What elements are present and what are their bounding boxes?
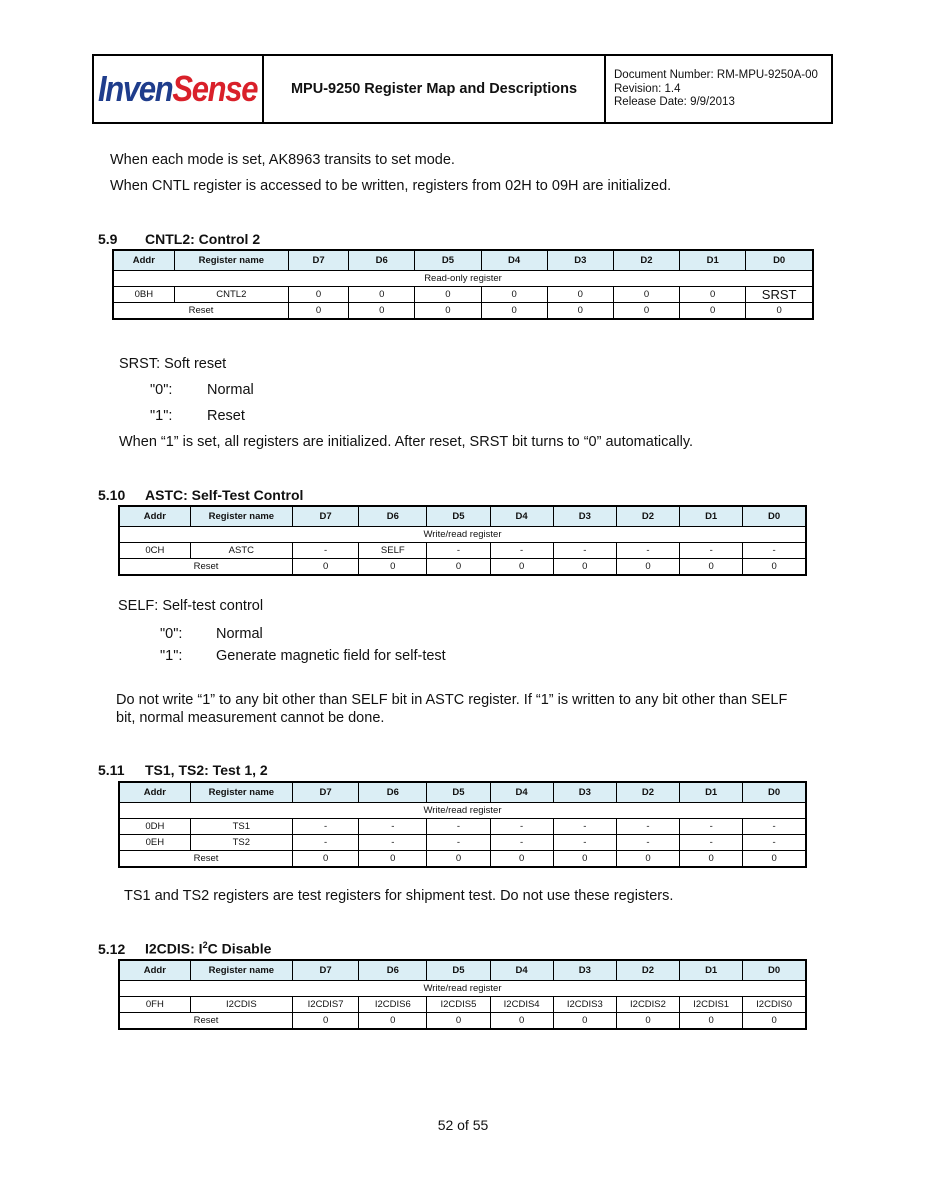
table-header-row <box>119 960 806 981</box>
reset-value-cell: 0 <box>680 559 743 576</box>
document-title: MPU-9250 Register Map and Descriptions <box>264 56 606 122</box>
revision: Revision: 1.4 <box>614 82 681 95</box>
reset-value-cell: 0 <box>490 559 553 576</box>
column-header: D2 <box>616 782 679 803</box>
logo-text-sense: Sense <box>172 68 258 109</box>
self-option-1-key: "1": <box>160 648 183 664</box>
section-title: TS1, TS2: Test 1, 2 <box>145 762 268 778</box>
section-title: ASTC: Self-Test Control <box>145 487 304 503</box>
invensense-logo <box>94 56 264 122</box>
bit-cell: - <box>359 835 427 851</box>
column-header: Register name <box>190 960 292 981</box>
reset-value-cell: 0 <box>553 1013 616 1030</box>
bit-cell: - <box>490 819 553 835</box>
column-header: D0 <box>746 250 813 271</box>
bit-cell: - <box>553 543 616 559</box>
address-cell: 0DH <box>119 819 190 835</box>
access-type-cell: Write/read register <box>119 527 806 543</box>
page-number: 52 of 55 <box>437 1117 489 1133</box>
register-name-cell: CNTL2 <box>174 287 288 303</box>
bit-cell: - <box>293 543 359 559</box>
access-type-cell: Write/read register <box>119 803 806 819</box>
reset-value-cell: 0 <box>481 303 547 320</box>
column-header: D6 <box>359 960 427 981</box>
srst-option-0-key: "0": <box>150 382 173 398</box>
bit-cell: 0 <box>547 287 613 303</box>
column-header: Register name <box>190 506 292 527</box>
column-header: D6 <box>359 782 427 803</box>
reset-value-cell: 0 <box>427 851 490 868</box>
self-option-0-value: Normal <box>216 626 263 642</box>
astc-note-line-2: bit, normal measurement cannot be done. <box>116 710 385 726</box>
bit-cell: 0 <box>349 287 415 303</box>
column-header: D3 <box>553 782 616 803</box>
register-table-cntl2 <box>112 249 814 320</box>
address-cell: 0BH <box>113 287 174 303</box>
reset-value-cell: 0 <box>359 1013 427 1030</box>
section-title-part-b: C Disable <box>207 940 272 957</box>
register-name-cell: TS1 <box>190 819 292 835</box>
column-header: D1 <box>680 782 743 803</box>
bit-cell: - <box>616 543 679 559</box>
reset-label-cell: Reset <box>119 851 293 868</box>
column-header: Register name <box>174 250 288 271</box>
bit-cell: I2CDIS4 <box>490 997 553 1013</box>
column-header: D7 <box>293 506 359 527</box>
section-heading-5-11 <box>98 762 268 778</box>
srst-option-1-key: "1": <box>150 408 173 424</box>
bit-cell: SELF <box>359 543 427 559</box>
column-header: D0 <box>743 782 806 803</box>
bit-cell: - <box>553 819 616 835</box>
reset-value-cell: 0 <box>427 1013 490 1030</box>
bit-cell: - <box>743 543 806 559</box>
column-header: D5 <box>427 506 490 527</box>
reset-value-cell: 0 <box>743 851 806 868</box>
register-row <box>113 287 813 303</box>
access-type-row <box>113 271 813 287</box>
reset-value-cell: 0 <box>288 303 348 320</box>
column-header: D2 <box>613 250 679 271</box>
register-table-i2cdis <box>118 959 807 1030</box>
section-number: 5.12 <box>98 940 126 957</box>
section-number: 5.11 <box>98 762 125 778</box>
section-heading-5-12 <box>98 940 271 957</box>
self-option-1-value: Generate magnetic field for self-test <box>216 648 446 664</box>
register-name-cell: ASTC <box>190 543 292 559</box>
bit-cell: 0 <box>415 287 481 303</box>
column-header: D1 <box>680 506 743 527</box>
reset-value-cell: 0 <box>553 851 616 868</box>
section-title-superscript: 2 <box>202 940 208 950</box>
section-title-part-a: I2CDIS: I <box>145 940 203 957</box>
srst-description: SRST: Soft reset <box>119 356 227 372</box>
bit-cell: I2CDIS1 <box>680 997 743 1013</box>
reset-value-cell: 0 <box>490 851 553 868</box>
column-header: D0 <box>743 506 806 527</box>
bit-cell: - <box>743 819 806 835</box>
bit-cell: - <box>293 835 359 851</box>
column-header: D4 <box>490 782 553 803</box>
bit-cell: I2CDIS2 <box>616 997 679 1013</box>
column-header: Addr <box>119 960 190 981</box>
register-row <box>119 819 806 835</box>
reset-value-cell: 0 <box>427 559 490 576</box>
column-header: D6 <box>359 506 427 527</box>
reset-value-cell: 0 <box>680 851 743 868</box>
column-header: D3 <box>547 250 613 271</box>
reset-row <box>119 1013 806 1030</box>
register-row <box>119 835 806 851</box>
bit-cell: - <box>553 835 616 851</box>
register-row <box>119 997 806 1013</box>
reset-value-cell: 0 <box>293 1013 359 1030</box>
reset-value-cell: 0 <box>359 851 427 868</box>
column-header: Addr <box>119 782 190 803</box>
column-header: Addr <box>119 506 190 527</box>
column-header: D7 <box>293 782 359 803</box>
bit-cell: I2CDIS0 <box>743 997 806 1013</box>
document-info <box>606 56 831 122</box>
column-header: D5 <box>415 250 481 271</box>
reset-value-cell: 0 <box>293 559 359 576</box>
bit-cell: 0 <box>481 287 547 303</box>
intro-line-2: When CNTL register is accessed to be written, registers from 02H to 09H are initialized. <box>110 178 672 194</box>
bit-cell: I2CDIS5 <box>427 997 490 1013</box>
column-header: D7 <box>293 960 359 981</box>
section-number: 5.10 <box>98 487 126 503</box>
self-option-0-key: "0": <box>160 626 183 642</box>
column-header: D5 <box>427 960 490 981</box>
bit-cell: I2CDIS6 <box>359 997 427 1013</box>
reset-value-cell: 0 <box>616 851 679 868</box>
section-heading-5-9 <box>98 231 260 247</box>
reset-value-cell: 0 <box>547 303 613 320</box>
ts-note: TS1 and TS2 registers are test registers for shipment test. Do not use these registers. <box>124 888 674 904</box>
access-type-row <box>119 527 806 543</box>
column-header: Addr <box>113 250 174 271</box>
reset-value-cell: 0 <box>680 303 746 320</box>
bit-cell: 0 <box>680 287 746 303</box>
reset-row <box>119 851 806 868</box>
column-header: D1 <box>680 250 746 271</box>
srst-option-0-value: Normal <box>207 382 254 398</box>
address-cell: 0FH <box>119 997 190 1013</box>
bit-cell: - <box>616 819 679 835</box>
bit-cell: I2CDIS3 <box>553 997 616 1013</box>
table-header-row <box>119 782 806 803</box>
column-header: D1 <box>680 960 743 981</box>
column-header: D2 <box>616 506 679 527</box>
column-header: D6 <box>349 250 415 271</box>
register-name-cell: I2CDIS <box>190 997 292 1013</box>
bit-cell: - <box>680 835 743 851</box>
bit-cell: - <box>359 819 427 835</box>
intro-line-1: When each mode is set, AK8963 transits to set mode. <box>110 152 455 168</box>
reset-value-cell: 0 <box>743 559 806 576</box>
access-type-row <box>119 981 806 997</box>
column-header: D5 <box>427 782 490 803</box>
reset-value-cell: 0 <box>680 1013 743 1030</box>
section-title: CNTL2: Control 2 <box>145 231 261 247</box>
access-type-cell: Write/read register <box>119 981 806 997</box>
reset-value-cell: 0 <box>349 303 415 320</box>
reset-row <box>113 303 813 320</box>
access-type-cell: Read-only register <box>113 271 813 287</box>
access-type-row <box>119 803 806 819</box>
bit-cell: SRST <box>746 287 813 303</box>
srst-option-1-value: Reset <box>207 408 245 424</box>
reset-label-cell: Reset <box>119 559 293 576</box>
register-table-astc <box>118 505 807 576</box>
table-header-row <box>113 250 813 271</box>
logo-text-inven: Inven <box>98 68 173 109</box>
bit-cell: - <box>490 835 553 851</box>
bit-cell: - <box>680 819 743 835</box>
column-header: D4 <box>490 506 553 527</box>
bit-cell: - <box>427 543 490 559</box>
column-header: D0 <box>743 960 806 981</box>
column-header: D7 <box>288 250 348 271</box>
column-header: Register name <box>190 782 292 803</box>
column-header: D3 <box>553 960 616 981</box>
column-header: D4 <box>481 250 547 271</box>
reset-label-cell: Reset <box>113 303 288 320</box>
bit-cell: 0 <box>288 287 348 303</box>
reset-value-cell: 0 <box>616 1013 679 1030</box>
bit-cell: - <box>427 819 490 835</box>
section-number: 5.9 <box>98 231 118 247</box>
bit-cell: - <box>743 835 806 851</box>
bit-cell: - <box>427 835 490 851</box>
self-description: SELF: Self-test control <box>118 598 264 614</box>
column-header: D3 <box>553 506 616 527</box>
reset-value-cell: 0 <box>359 559 427 576</box>
srst-note: When “1” is set, all registers are initialized. After reset, SRST bit turns to “0” automatically. <box>119 434 694 450</box>
column-header: D4 <box>490 960 553 981</box>
bit-cell: I2CDIS7 <box>293 997 359 1013</box>
bit-cell: - <box>293 819 359 835</box>
section-heading-5-10 <box>98 487 303 503</box>
reset-label-cell: Reset <box>119 1013 293 1030</box>
document-header <box>92 54 833 124</box>
column-header: D2 <box>616 960 679 981</box>
reset-value-cell: 0 <box>293 851 359 868</box>
bit-cell: - <box>490 543 553 559</box>
bit-cell: - <box>680 543 743 559</box>
reset-value-cell: 0 <box>415 303 481 320</box>
bit-cell: - <box>616 835 679 851</box>
reset-value-cell: 0 <box>746 303 813 320</box>
doc-number: Document Number: RM-MPU-9250A-00 <box>614 69 818 81</box>
reset-value-cell: 0 <box>616 559 679 576</box>
address-cell: 0EH <box>119 835 190 851</box>
reset-value-cell: 0 <box>490 1013 553 1030</box>
astc-note-line-1: Do not write “1” to any bit other than SELF bit in ASTC register. If “1” is written to any bit other than SELF <box>116 692 788 708</box>
register-name-cell: TS2 <box>190 835 292 851</box>
reset-value-cell: 0 <box>743 1013 806 1030</box>
bit-cell: 0 <box>613 287 679 303</box>
table-header-row <box>119 506 806 527</box>
reset-row <box>119 559 806 576</box>
reset-value-cell: 0 <box>553 559 616 576</box>
release-date: Release Date: 9/9/2013 <box>614 96 735 108</box>
register-row <box>119 543 806 559</box>
reset-value-cell: 0 <box>613 303 679 320</box>
address-cell: 0CH <box>119 543 190 559</box>
register-table-ts1-ts2 <box>118 781 807 868</box>
